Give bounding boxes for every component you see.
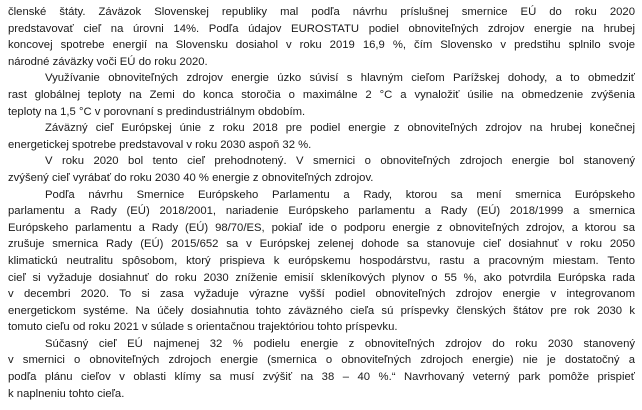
- paragraph: [8, 187, 635, 336]
- text-line: zvýšený cieľ vyrábať do roku 2030 40 % energie z obnoviteľných zdrojov.: [8, 171, 374, 184]
- paragraph: [8, 70, 635, 120]
- text-line: zrušuje smernica Rady (EÚ) 2015/652 sa v Európskej zelenej dohode sa stanovuje cieľ dosiahnuť v roku 2050: [8, 238, 635, 251]
- text-line: energetickom systéme. Na účely dosiahnutia tohto záväzného cieľa sú príspevky členských štátov pre rok 2030 k: [8, 304, 635, 317]
- text-line: Záväzný cieľ Európskej únie z roku 2018 pre podiel energie z obnoviteľných zdrojov na hrubej konečnej: [45, 122, 635, 135]
- text-line: rast globálnej teploty na Zemi do konca storočia o maximálne 2 °C a vynaložiť úsilie na obmedzenie zvýšenia: [8, 88, 635, 101]
- text-line: Súčasný cieľ EÚ najmenej 32 % podielu energie z obnoviteľných zdrojov do roku 2030 stanovený: [45, 337, 635, 350]
- paragraph: [8, 336, 635, 402]
- text-line: v smernici o obnoviteľných zdrojoch energie (smernica o obnoviteľných zdrojoch energie) nie je dostatočný a: [8, 354, 635, 367]
- paragraph: [8, 120, 635, 153]
- text-line: cieľ si vyžaduje dosiahnuť do roku 2030 zníženie emisií skleníkových plynov o 55 %, ako potvrdila Európska rada: [8, 271, 635, 284]
- text-line: členské štáty. Záväzok Slovenskej republiky mal podľa návrhu príslušnej smernice EÚ do roku 2020: [8, 6, 635, 18]
- text-line: Využívanie obnoviteľných zdrojov energie úzko súvisí s hlavným cieľom Parížskej dohody, a to obmedziť: [45, 72, 635, 85]
- text-line: koncovej spotrebe energií na Slovensku dosiahol v roku 2019 16,9 %, čím Slovensko v predstihu splnilo svoje: [8, 39, 635, 52]
- text-line: národné záväzky voči EÚ do roku 2020.: [8, 55, 208, 68]
- text-line: podľa plánu cieľov v oblasti klímy sa musí zvýšiť na 38 – 40 %.“ Navrhovaný veterný park pomôže prispieť: [8, 371, 635, 384]
- text-line: V roku 2020 bol tento cieľ prehodnotený. V smernici o obnoviteľných zdrojoch energie bol stanovený: [45, 155, 635, 168]
- paragraph: [8, 4, 635, 70]
- text-line: tomuto cieľu od roku 2021 v súlade s orientačnou trajektóriou tohto príspevku.: [8, 321, 398, 334]
- text-line: Európskeho parlamentu a Rady (EÚ) 98/70/ES, pokiaľ ide o podporu energie z obnoviteľných zdrojov, a ktorou sa: [8, 221, 635, 234]
- text-line: teploty na 1,5 °C v porovnaní s predindustriálnym obdobím.: [8, 105, 306, 118]
- text-line: k naplneniu tohto cieľa.: [8, 387, 125, 400]
- text-line: v decembri 2020. To si zasa vyžaduje výrazne vyšší podiel obnoviteľných zdrojov energie v integrovanom: [8, 288, 635, 301]
- paragraph: [8, 153, 635, 186]
- text-line: energetickej spotrebe predstavoval v roku 2030 aspoň 32 %.: [8, 138, 312, 151]
- text-line: klimatickú neutralitu spôsobom, ktorý prispieva k európskemu hospodárstvu, rastu a pracovným miestam. Tento: [8, 254, 635, 267]
- text-line: Podľa návrhu Smernice Európskeho Parlamentu a Rady, ktorou sa mení smernica Európskeho: [45, 188, 635, 201]
- text-line: parlamentu a Rady (EÚ) 2018/2001, nariadenie Európskeho parlamentu a Rady (EÚ) 2018/1999 a smernica: [8, 205, 635, 218]
- text-line: predstavovať cieľ na úrovni 14%. Podľa údajov EUROSTATU podiel obnoviteľných zdrojov energie na hrubej: [8, 22, 635, 35]
